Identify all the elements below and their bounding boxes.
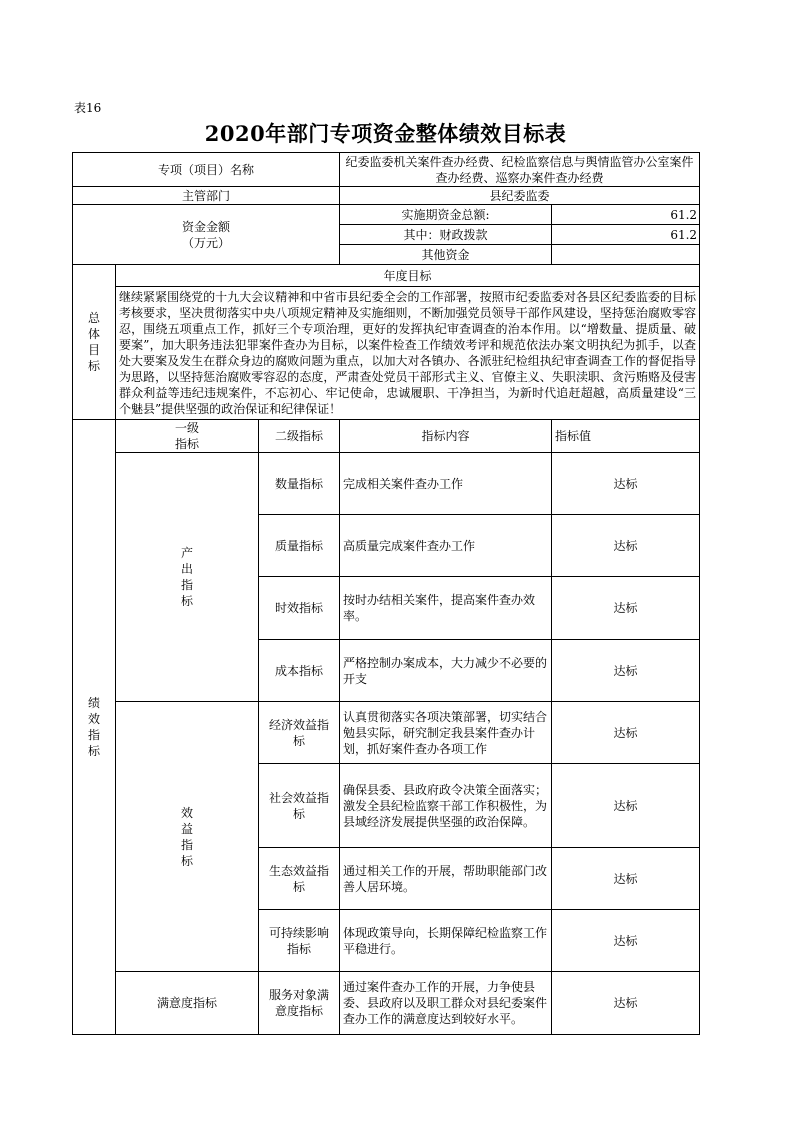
value-cell: 达标 (552, 453, 700, 515)
level1-header-line1: 一级 (174, 421, 199, 435)
group-char: 标 (180, 594, 193, 608)
content-cell: 认真贯彻落实各项决策部署，切实结合勉县实际，研究制定我县案件查办计划，抓好案件查办各项工作 (340, 702, 552, 764)
group-char: 产 (180, 546, 193, 560)
funds-row-total (73, 205, 700, 225)
table-number-label: 表16 (74, 101, 102, 115)
funds-fiscal-value: 61.2 (552, 225, 700, 245)
table-row (73, 702, 700, 764)
content-cell: 确保县委、县政府政令决策全面落实；激发全县纪检监察干部工作积极性，为县域经济发展提供坚强的政治保障。 (340, 764, 552, 848)
benefit-indicator-label (116, 702, 259, 972)
funds-label-line1: 资金金额 (182, 219, 231, 234)
value-header: 指标值 (552, 420, 700, 453)
group-char: 效 (180, 805, 193, 820)
level2-cell: 时效指标 (259, 577, 340, 640)
side-char: 体 (87, 327, 100, 341)
side-char: 指 (87, 728, 100, 742)
value-cell: 达标 (552, 702, 700, 764)
level2-cell: 服务对象满意度指标 (259, 972, 340, 1035)
group-char: 指 (180, 837, 193, 852)
value-cell: 达标 (552, 848, 700, 910)
content-cell: 通过案件查办工作的开展，力争使县委、县政府以及职工群众对县纪委案件查办工作的满意度达到较好水平。 (340, 972, 552, 1035)
level2-cell: 质量指标 (259, 515, 340, 577)
satisfaction-indicator-label: 满意度指标 (116, 972, 259, 1035)
funds-fiscal-label: 其中：财政拨款 (340, 225, 552, 245)
side-char: 目 (87, 343, 100, 357)
output-indicator-label (116, 453, 259, 702)
side-char: 标 (87, 359, 100, 373)
department-row (73, 187, 700, 205)
department-label: 主管部门 (73, 187, 340, 205)
group-char: 指 (180, 578, 193, 592)
level2-cell: 社会效益指标 (259, 764, 340, 848)
level1-header-line2: 指标 (174, 437, 199, 451)
annual-goal-header-row (73, 265, 700, 287)
content-cell: 按时办结相关案件，提高案件查办效率。 (340, 577, 552, 640)
annual-goal-text: 继续紧紧围绕党的十九大会议精神和中省市县纪委全会的工作部署，按照市纪委监委对各县区纪委监委的目标考核要求，坚决贯彻落实中央八项规定精神及实施细则，不断加强党员领导干部作风建设，坚持惩治腐败零容忍，围绕五项重点工作，抓好三个专项治理，更好的发挥执纪审查调查的治本作用。以“增数量、提质量、破要案”，加大职务违法犯罪案件查办为目标，以案件检查工作绩效考评和规范依法办案文明执纪为抓手，以查处大要案及发生在群众身边的腐败问题为重点，以加大对各镇办、各派驻纪检组执纪审查调查工作的督促指导为思路，以坚持惩治腐败零容忍的态度，严肃查处党员干部形式主义、官僚主义、失职渎职、贪污贿赂及侵害群众利益等违纪违规案件，不忘初心、牢记使命，忠诚履职、干净担当，为新时代追赶超越，高质量建设“三个魅县”提供坚强的政治保证和纪律保证！ (116, 287, 700, 420)
funds-label (73, 205, 340, 265)
value-cell: 达标 (552, 640, 700, 702)
content-cell: 通过相关工作的开展，帮助职能部门改善人居环境。 (340, 848, 552, 910)
project-name-label: 专项（项目）名称 (73, 153, 340, 187)
annual-goal-header: 年度目标 (116, 265, 700, 287)
level2-cell: 生态效益指标 (259, 848, 340, 910)
value-cell: 达标 (552, 972, 700, 1035)
funds-total-label: 实施期资金总额: (340, 205, 552, 225)
level2-cell: 成本指标 (259, 640, 340, 702)
annual-goal-text-row (73, 287, 700, 420)
side-char: 效 (87, 712, 100, 726)
value-cell: 达标 (552, 515, 700, 577)
level2-cell: 数量指标 (259, 453, 340, 515)
funds-total-value: 61.2 (552, 205, 700, 225)
performance-side-label (73, 420, 116, 1035)
project-name-row (73, 153, 700, 187)
performance-header-row (73, 420, 700, 453)
level1-header (116, 420, 259, 453)
funds-label-line2: （万元） (182, 235, 231, 250)
table-row (73, 453, 700, 515)
level2-cell: 经济效益指标 (259, 702, 340, 764)
value-cell: 达标 (552, 910, 700, 972)
content-cell: 严格控制办案成本，大力减少不必要的开支 (340, 640, 552, 702)
level2-header: 二级指标 (259, 420, 340, 453)
funds-other-label: 其他资金 (340, 245, 552, 265)
performance-target-table (72, 152, 700, 1035)
content-cell: 高质量完成案件查办工作 (340, 515, 552, 577)
group-char: 出 (180, 562, 193, 576)
value-cell: 达标 (552, 764, 700, 848)
side-char: 标 (87, 744, 100, 758)
funds-other-value (552, 245, 700, 265)
side-char: 绩 (87, 696, 100, 710)
project-name-value: 纪委监委机关案件查办经费、纪检监察信息与舆情监管办公室案件查办经费、巡察办案件查办经费 (340, 153, 700, 187)
group-char: 益 (180, 821, 193, 836)
side-char: 总 (87, 311, 100, 325)
group-char: 标 (180, 853, 193, 868)
department-value: 县纪委监委 (340, 187, 700, 205)
table-row (73, 972, 700, 1035)
content-header: 指标内容 (340, 420, 552, 453)
content-cell: 完成相关案件查办工作 (340, 453, 552, 515)
content-cell: 体现政策导向，长期保障纪检监察工作平稳进行。 (340, 910, 552, 972)
value-cell: 达标 (552, 577, 700, 640)
page-title: 2020年部门专项资金整体绩效目标表 (204, 121, 567, 146)
level2-cell: 可持续影响指标 (259, 910, 340, 972)
overall-goal-side-label (73, 265, 116, 420)
